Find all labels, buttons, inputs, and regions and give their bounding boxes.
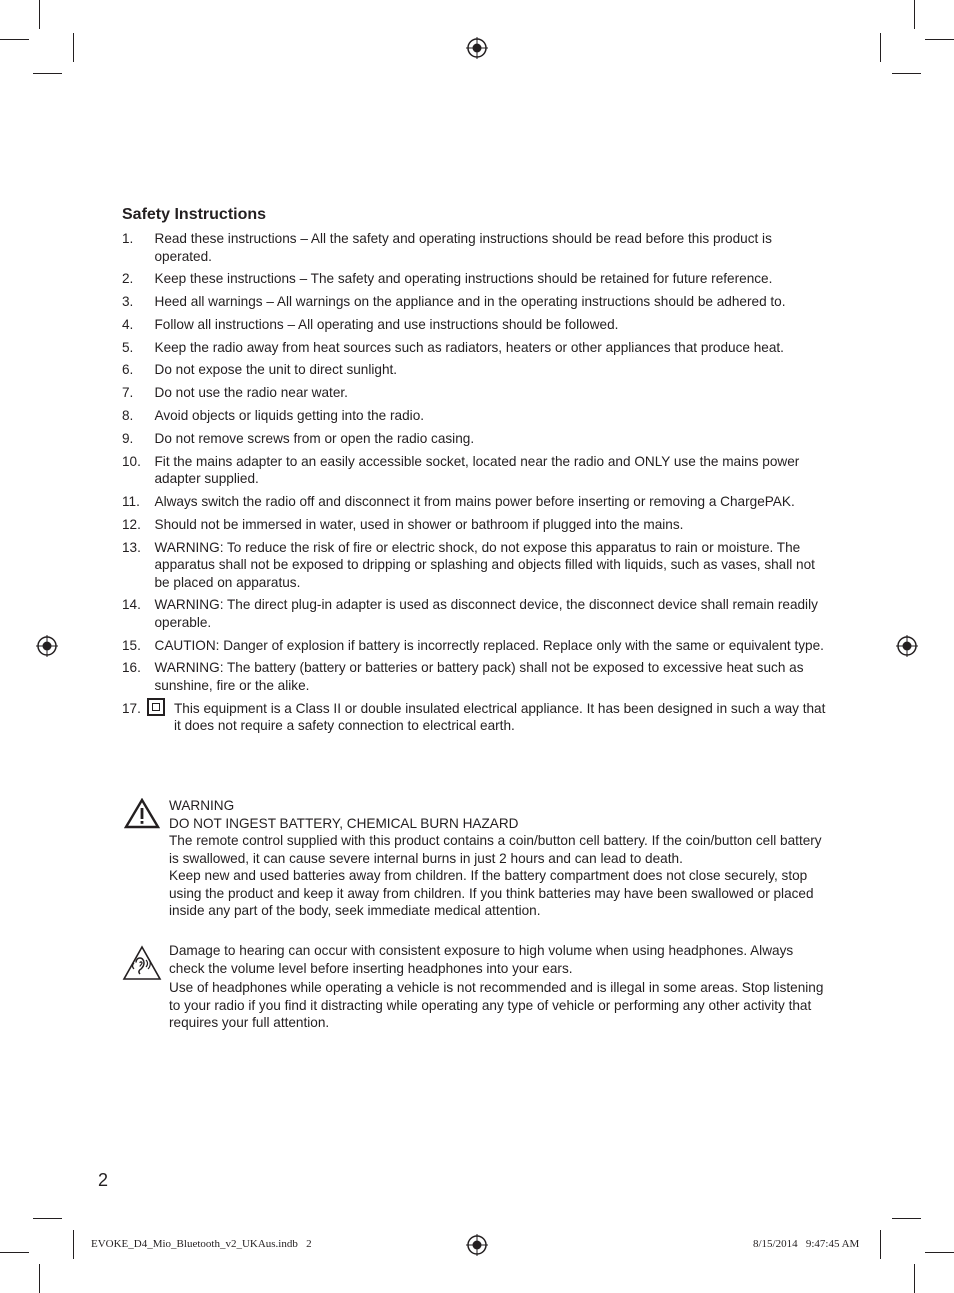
list-item	[122, 700, 832, 735]
item-number: 5.	[122, 339, 134, 355]
item-number: 17.	[122, 700, 141, 716]
crop-mark	[73, 1230, 74, 1259]
item-text: Should not be immersed in water, used in shower or bathroom if plugged into the mains.	[154, 516, 684, 532]
list-item	[122, 270, 832, 288]
class-ii-symbol-icon	[147, 698, 165, 716]
item-number: 14.	[122, 597, 141, 613]
list-item	[122, 384, 832, 402]
list-item	[122, 293, 832, 311]
item-number: 1.	[122, 231, 134, 246]
item-number: 3.	[122, 294, 134, 310]
item-text: WARNING: To reduce the risk of fire or electric shock, do not expose this apparatus to rain or moisture. The apparatus shall not be exposed to dripping or splashing and objects filled with liquids, such as vases, shall not be placed on apparatus.	[154, 539, 815, 590]
section-title: Safety Instructions	[122, 206, 267, 223]
crop-mark	[880, 1230, 881, 1259]
item-text: CAUTION: Danger of explosion if battery is incorrectly replaced. Replace only with the same or equivalent type.	[154, 637, 824, 653]
footer-filename: EVOKE_D4_Mio_Bluetooth_v2_UKAus.indb 2	[91, 1238, 312, 1250]
crop-mark	[73, 33, 74, 62]
warning-subheading: DO NOT INGEST BATTERY, CHEMICAL BURN HAZARD	[169, 815, 519, 831]
list-item	[122, 596, 832, 631]
item-number: 4.	[122, 316, 134, 332]
item-text: Do not expose the unit to direct sunlight.	[154, 362, 398, 378]
crop-mark	[33, 1218, 62, 1219]
crop-mark	[0, 1252, 29, 1253]
item-text: Read these instructions – All the safety and operating instructions should be read before this product is operated.	[154, 231, 772, 264]
list-item	[122, 316, 832, 334]
list-item	[122, 407, 832, 425]
item-text: Follow all instructions – All operating and use instructions should be followed.	[154, 316, 619, 332]
registration-mark-icon	[466, 1234, 488, 1256]
safety-instructions-list	[122, 230, 832, 740]
hearing-warning-icon	[122, 945, 162, 981]
crop-mark	[925, 39, 954, 40]
item-text: Keep the radio away from heat sources such as radiators, heaters or other appliances that produce heat.	[154, 339, 784, 355]
crop-mark	[0, 39, 29, 40]
item-text: Heed all warnings – All warnings on the appliance and in the operating instructions should be adhered to.	[154, 294, 786, 310]
list-item	[122, 659, 832, 694]
list-item	[122, 361, 832, 379]
list-item	[122, 516, 832, 534]
item-number: 6.	[122, 362, 134, 378]
item-number: 16.	[122, 660, 141, 676]
item-text: Do not remove screws from or open the radio casing.	[154, 430, 475, 446]
hearing-paragraph: Damage to hearing can occur with consistent exposure to high volume when using headphones. Always check the volume level before inserting headphones into your ears.	[169, 943, 794, 976]
item-text: Always switch the radio off and disconnect it from mains power before inserting or removing a ChargePAK.	[154, 493, 795, 509]
hearing-paragraph: Use of headphones while operating a vehicle is not recommended and is illegal in some areas. Stop listening to your radio if you find it distracting while operating any type of vehicle or performing any other activity that requires your full attention.	[169, 980, 824, 1030]
item-number: 13.	[122, 539, 141, 555]
battery-warning	[169, 797, 829, 920]
item-number: 9.	[122, 430, 134, 446]
item-text: WARNING: The battery (battery or batteries or battery pack) shall not be exposed to excessive heat such as sunshine, fire or the alike.	[154, 660, 804, 693]
item-text: WARNING: The direct plug-in adapter is used as disconnect device, the disconnect device shall remain readily operable.	[154, 597, 818, 630]
list-item	[122, 430, 832, 448]
list-item	[122, 230, 832, 265]
item-number: 2.	[122, 271, 134, 287]
crop-mark	[880, 33, 881, 62]
item-number: 15.	[122, 637, 141, 653]
list-item	[122, 637, 832, 655]
item-number: 12.	[122, 516, 141, 532]
item-text: Avoid objects or liquids getting into the radio.	[154, 408, 425, 424]
registration-mark-icon	[896, 635, 918, 657]
item-number: 11.	[122, 493, 140, 509]
warning-triangle-icon	[124, 798, 160, 829]
item-text: Do not use the radio near water.	[154, 385, 348, 401]
warning-heading: WARNING	[169, 798, 235, 813]
warning-paragraph: The remote control supplied with this product contains a coin/button cell battery. If the coin/button cell battery is swallowed, it can cause severe internal burns in just 2 hours and can lead to death.	[169, 833, 822, 866]
crop-mark	[892, 1218, 921, 1219]
item-number: 10.	[122, 453, 141, 469]
item-text: This equipment is a Class II or double insulated electrical appliance. It has been designed in such a way that it does not require a safety connection to electrical earth.	[174, 700, 826, 734]
crop-mark	[39, 1264, 40, 1293]
item-text: Fit the mains adapter to an easily accessible socket, located near the radio and ONLY use the mains power adapter supplied.	[154, 453, 800, 487]
registration-mark-icon	[466, 37, 488, 59]
crop-mark	[33, 73, 62, 74]
list-item	[122, 453, 832, 488]
crop-mark	[925, 1252, 954, 1253]
crop-mark	[39, 0, 40, 29]
item-number: 8.	[122, 408, 134, 424]
list-item	[122, 339, 832, 357]
item-text: Keep these instructions – The safety and operating instructions should be retained for future reference.	[154, 271, 773, 287]
crop-mark	[914, 1264, 915, 1293]
footer-datetime: 8/15/2014 9:47:45 AM	[753, 1238, 860, 1250]
crop-mark	[914, 0, 915, 29]
item-number: 7.	[122, 385, 134, 401]
page-number: 2	[98, 1170, 109, 1190]
crop-mark	[892, 73, 921, 74]
list-item	[122, 493, 832, 511]
warning-paragraph: Keep new and used batteries away from children. If the battery compartment does not close securely, stop using the product and keep it away from children. If you think batteries may have been swallowed or placed inside any part of the body, seek immediate medical attention.	[169, 868, 814, 918]
hearing-warning	[169, 942, 829, 1032]
registration-mark-icon	[36, 635, 58, 657]
list-item	[122, 539, 832, 592]
